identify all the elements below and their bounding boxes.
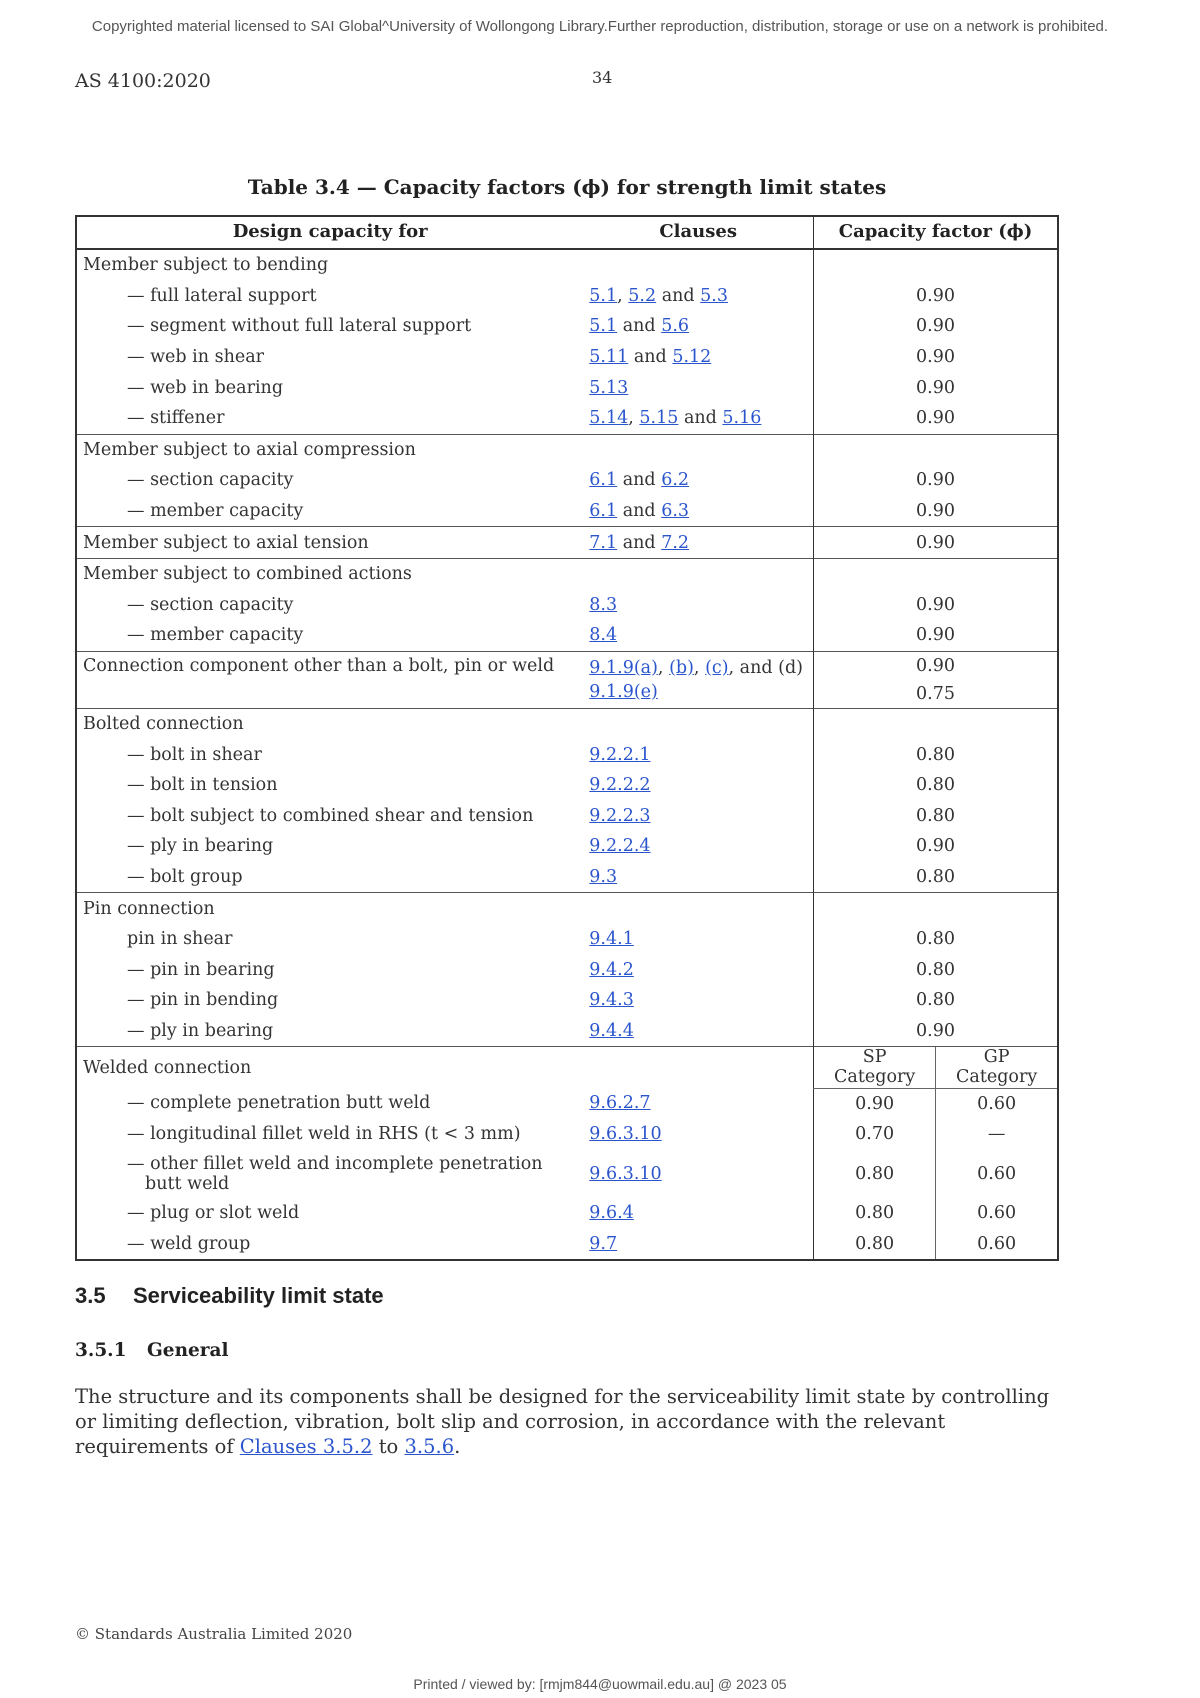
capacity-factor-value: 0.80	[814, 739, 1058, 770]
table-row	[76, 739, 1058, 770]
factor-line-2: 0.75	[916, 683, 955, 704]
clauses-cell	[583, 862, 813, 893]
section-number: 3.5	[75, 1283, 106, 1308]
table-row	[76, 985, 1058, 1016]
row-label: — complete penetration butt weld	[127, 1093, 431, 1114]
clause-link[interactable]: 5.2	[628, 285, 657, 306]
clause-link[interactable]: 5.12	[672, 347, 712, 368]
subsection-number: 3.5.1	[75, 1340, 127, 1361]
table-row	[76, 1228, 1058, 1260]
clauses-cell	[583, 620, 813, 651]
group-title: Member subject to bending	[83, 255, 329, 276]
capacity-factor-value	[814, 651, 1058, 708]
paragraph-text: The structure and its components shall be designed for the serviceability limit state by controlling or limiting deflection, vibration, bolt slip and corrosion, in accordance with the relevant requirements of	[75, 1385, 1050, 1458]
clause-link[interactable]: 5.6	[661, 316, 690, 337]
clauses-cell	[583, 954, 813, 985]
clauses-cell	[583, 1228, 813, 1260]
clauses-line-1	[589, 658, 807, 678]
gp-factor-value: 0.60	[936, 1088, 1058, 1119]
clause-link[interactable]: 9.6.3.10	[589, 1124, 662, 1145]
clauses-cell	[583, 985, 813, 1016]
clause-link[interactable]: (b)	[669, 657, 694, 678]
capacity-factor-value: 0.80	[814, 954, 1058, 985]
table-row	[76, 1119, 1058, 1150]
page-number: 34	[592, 68, 613, 87]
clause-link[interactable]: 9.1.9(e)	[589, 681, 658, 702]
table-row	[76, 862, 1058, 893]
clause-separator: and	[617, 532, 662, 553]
clause-separator: and	[628, 347, 673, 368]
clause-link-3-5-6[interactable]: 3.5.6	[404, 1435, 455, 1458]
clause-link[interactable]: 9.6.2.7	[589, 1093, 651, 1114]
clauses-cell	[583, 1198, 813, 1229]
clause-link[interactable]: 9.2.2.4	[589, 836, 651, 857]
clause-link[interactable]: 9.2.2.3	[589, 805, 651, 826]
section-heading	[75, 1283, 384, 1309]
factor-line-1: 0.90	[916, 655, 955, 676]
capacity-factor-value: 0.90	[814, 281, 1058, 312]
table-row	[76, 1088, 1058, 1119]
standard-identifier: AS 4100:2020	[75, 70, 211, 92]
row-label: — section capacity	[127, 594, 294, 615]
table-row	[76, 590, 1058, 621]
table-group-header	[76, 1047, 1058, 1088]
table-row	[76, 496, 1058, 527]
clauses-cell	[583, 281, 813, 312]
capacity-factor-value: 0.90	[814, 527, 1058, 559]
row-label: — longitudinal fillet weld in RHS (t < 3 mm)	[127, 1124, 521, 1145]
clause-separator: ,	[617, 285, 629, 306]
capacity-factor-value: 0.90	[814, 496, 1058, 527]
group-title: Member subject to axial tension	[76, 527, 583, 559]
body-paragraph	[75, 1384, 1065, 1459]
table-row	[76, 403, 1058, 434]
clause-link[interactable]: 5.14	[589, 408, 629, 429]
clause-link[interactable]: 5.16	[722, 408, 762, 429]
clause-link[interactable]: 5.3	[700, 285, 729, 306]
footer-copyright: © Standards Australia Limited 2020	[75, 1625, 353, 1643]
row-label: — plug or slot weld	[127, 1202, 300, 1223]
group-title: Member subject to axial compression	[76, 434, 814, 465]
row-label: — section capacity	[127, 470, 294, 491]
clause-link[interactable]: 7.1	[589, 532, 618, 553]
table-row	[76, 770, 1058, 801]
clause-separator: and	[617, 500, 662, 521]
clauses-line-2	[589, 682, 807, 702]
gp-factor-value: —	[936, 1119, 1058, 1150]
clause-link[interactable]: 9.2.2.1	[589, 744, 651, 765]
paragraph-between: to	[372, 1435, 405, 1458]
table-group-header	[76, 249, 1058, 281]
clause-link[interactable]: 9.4.1	[589, 929, 634, 950]
factor-cell	[814, 249, 1058, 281]
row-label: — weld group	[127, 1233, 251, 1254]
clause-link[interactable]: 9.7	[589, 1233, 618, 1254]
capacity-factor-value: 0.80	[814, 862, 1058, 893]
table-row	[76, 651, 1058, 708]
header-capacity-factor: Capacity factor (ϕ)	[814, 216, 1058, 249]
clause-link[interactable]: 5.15	[639, 408, 679, 429]
clause-separator: ,	[657, 657, 670, 678]
clause-link[interactable]: 5.1	[589, 316, 618, 337]
row-label: — ply in bearing	[127, 836, 274, 857]
row-label: — pin in bending	[127, 990, 279, 1011]
clauses-cell	[583, 342, 813, 373]
clause-separator: and	[678, 408, 723, 429]
subsection-title: General	[147, 1340, 229, 1361]
capacity-factor-value: 0.90	[814, 465, 1058, 496]
header-design-capacity: Design capacity for	[76, 216, 583, 249]
clause-link[interactable]: 6.1	[589, 500, 618, 521]
row-label: pin in shear	[127, 929, 233, 950]
clauses-cell	[583, 739, 813, 770]
capacity-factor-value: 0.80	[814, 985, 1058, 1016]
copyright-notice: Copyrighted material licensed to SAI Global^University of Wollongong Library.Further reproduction, distribution, storage or use on a network is prohibited.	[91, 18, 1109, 35]
clauses-cell	[583, 651, 813, 708]
printed-by-notice: Printed / viewed by: [rmjm844@uowmail.edu.au] @ 2023 05	[413, 1676, 787, 1692]
clauses-cell	[583, 311, 813, 342]
table-title: Table 3.4 — Capacity factors (ϕ) for strength limit states	[247, 175, 887, 199]
sp-factor-value: 0.80	[814, 1228, 936, 1260]
clause-link[interactable]: 9.6.3.10	[589, 1163, 662, 1184]
table-row	[76, 801, 1058, 832]
capacity-factor-value: 0.90	[814, 620, 1058, 651]
paragraph-end: .	[454, 1435, 461, 1458]
clauses-cell	[583, 372, 813, 403]
table-row	[76, 281, 1058, 312]
clause-link[interactable]: 6.3	[661, 500, 690, 521]
table-row	[76, 1016, 1058, 1047]
row-label: — bolt in tension	[127, 775, 278, 796]
table-row	[76, 620, 1058, 651]
factor-cell	[814, 434, 1058, 465]
capacity-factor-value: 0.90	[814, 590, 1058, 621]
clause-link[interactable]: 6.2	[661, 470, 690, 491]
table-header-row	[76, 216, 1058, 249]
row-label: — member capacity	[127, 625, 304, 646]
sp-factor-value: 0.80	[814, 1198, 936, 1229]
row-label: — bolt group	[127, 866, 243, 887]
capacity-factor-table	[75, 215, 1059, 1261]
row-label: — stiffener	[127, 408, 225, 429]
group-title: Welded connection	[76, 1047, 814, 1088]
sp-factor-value: 0.70	[814, 1119, 936, 1150]
group-title: Pin connection	[76, 893, 814, 924]
clauses-cell	[583, 770, 813, 801]
capacity-factor-value: 0.80	[814, 801, 1058, 832]
table-row	[76, 465, 1058, 496]
clause-separator: and	[656, 285, 701, 306]
clause-tail: , and (d)	[728, 657, 803, 678]
clauses-cell	[583, 590, 813, 621]
clause-link[interactable]: 7.2	[661, 532, 690, 553]
sp-factor-value: 0.80	[814, 1150, 936, 1198]
section-title: Serviceability limit state	[133, 1283, 384, 1308]
row-label: — segment without full lateral support	[127, 316, 472, 337]
clauses-cell	[583, 403, 813, 434]
row-label: — other fillet weld and incomplete penetration butt weld	[127, 1153, 543, 1194]
row-label: — pin in bearing	[127, 959, 275, 980]
factor-cell	[814, 893, 1058, 924]
table-row	[76, 372, 1058, 403]
clauses-cell	[583, 831, 813, 862]
capacity-factor-value: 0.90	[814, 372, 1058, 403]
gp-category-header: GP Category	[936, 1047, 1058, 1088]
clause-separator: ,	[628, 408, 640, 429]
capacity-factor-value: 0.90	[814, 311, 1058, 342]
clauses-cell	[583, 465, 813, 496]
table-row	[76, 1198, 1058, 1229]
clauses-cell	[583, 924, 813, 955]
table-group-header	[76, 708, 1058, 739]
row-label: — full lateral support	[127, 285, 317, 306]
table-row	[76, 1150, 1058, 1198]
capacity-factor-value: 0.90	[814, 1016, 1058, 1047]
sp-factor-value: 0.90	[814, 1088, 936, 1119]
clause-link[interactable]: (c)	[705, 657, 729, 678]
group-title: Member subject to combined actions	[76, 558, 814, 589]
clause-link[interactable]: 8.4	[589, 625, 618, 646]
table-row	[76, 954, 1058, 985]
table-group-header	[76, 434, 1058, 465]
clauses-cell	[583, 496, 813, 527]
clauses-cell	[583, 1016, 813, 1047]
clause-link[interactable]: 6.1	[589, 470, 618, 491]
clause-link[interactable]: 5.13	[589, 377, 629, 398]
clause-link[interactable]: 5.1	[589, 285, 618, 306]
clause-link[interactable]: 9.4.3	[589, 990, 634, 1011]
clause-link[interactable]: 8.3	[589, 594, 618, 615]
clause-link[interactable]: 9.3	[589, 866, 618, 887]
subsection-heading	[75, 1340, 229, 1361]
sp-category-header: SP Category	[814, 1047, 936, 1088]
table-row	[76, 831, 1058, 862]
row-label: — web in bearing	[127, 377, 284, 398]
clause-link[interactable]: 9.1.9(a)	[589, 657, 658, 678]
table-row	[76, 527, 1058, 559]
table-group-header	[76, 893, 1058, 924]
clauses-cell	[583, 801, 813, 832]
row-label: — ply in bearing	[127, 1020, 274, 1041]
clause-separator: ,	[693, 657, 706, 678]
table-row	[76, 311, 1058, 342]
row-label: — bolt subject to combined shear and tension	[127, 805, 534, 826]
clause-separator: and	[617, 316, 662, 337]
clause-separator: and	[617, 470, 662, 491]
clause-link[interactable]: 9.4.4	[589, 1020, 634, 1041]
capacity-factor-value: 0.90	[814, 831, 1058, 862]
table-body	[76, 249, 1058, 1260]
clause-link[interactable]: 9.6.4	[589, 1202, 634, 1223]
clauses-cell	[583, 527, 813, 559]
capacity-factor-value: 0.80	[814, 770, 1058, 801]
header-clauses: Clauses	[583, 216, 813, 249]
clauses-cell	[583, 1088, 813, 1119]
gp-factor-value: 0.60	[936, 1150, 1058, 1198]
clauses-cell	[583, 1150, 813, 1198]
clause-link[interactable]: 9.4.2	[589, 959, 634, 980]
row-label: — bolt in shear	[127, 744, 262, 765]
gp-factor-value: 0.60	[936, 1228, 1058, 1260]
table-row	[76, 342, 1058, 373]
row-label: — web in shear	[127, 347, 265, 368]
table-row	[76, 924, 1058, 955]
clause-link[interactable]: 9.2.2.2	[589, 775, 651, 796]
clauses-cell	[583, 1119, 813, 1150]
row-label: — member capacity	[127, 500, 304, 521]
capacity-factor-value: 0.80	[814, 924, 1058, 955]
group-title: Connection component other than a bolt, pin or weld	[76, 651, 583, 708]
clause-link-3-5-2[interactable]: Clauses 3.5.2	[239, 1435, 373, 1458]
capacity-factor-value: 0.90	[814, 342, 1058, 373]
group-title: Bolted connection	[76, 708, 814, 739]
factor-cell	[814, 558, 1058, 589]
factor-cell	[814, 708, 1058, 739]
capacity-factor-value: 0.90	[814, 403, 1058, 434]
clause-link[interactable]: 5.11	[589, 347, 629, 368]
table-group-header	[76, 558, 1058, 589]
gp-factor-value: 0.60	[936, 1198, 1058, 1229]
